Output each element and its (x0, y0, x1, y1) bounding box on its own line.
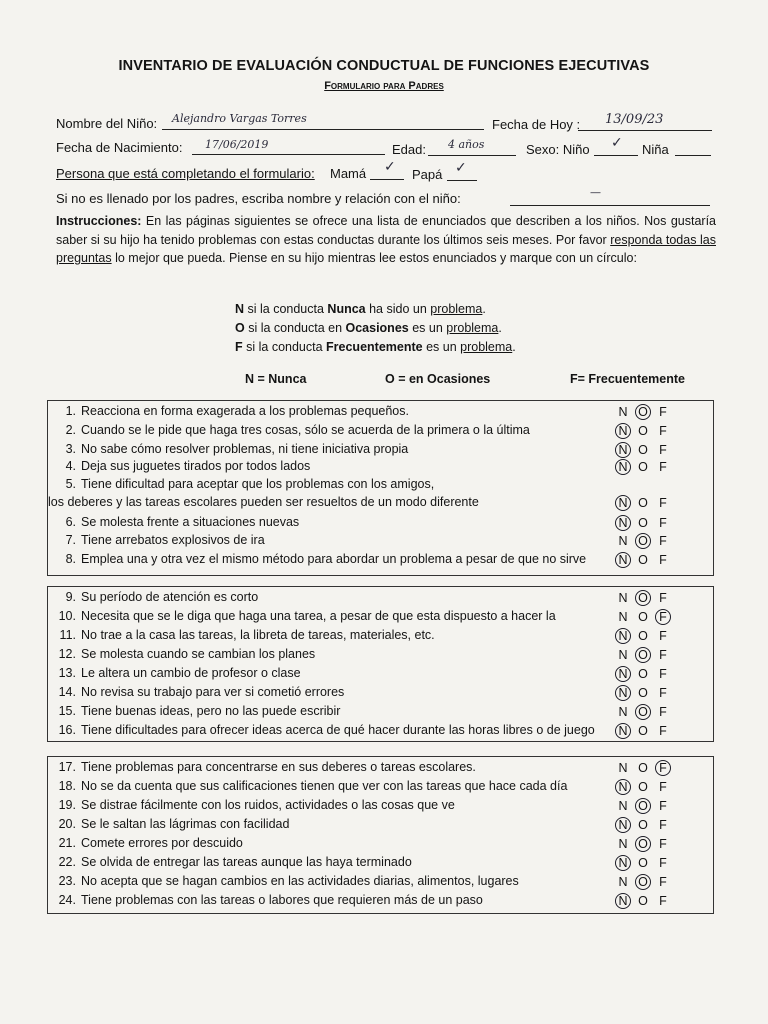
answer-option-n[interactable]: N (618, 799, 628, 813)
question-item (48, 442, 408, 456)
answer-options (615, 647, 675, 665)
answer-option-f[interactable]: F (659, 516, 667, 530)
legend-text: si la conducta (242, 340, 327, 354)
today-label: Fecha de Hoy : (492, 117, 581, 132)
question-text: Su período de atención es corto (81, 590, 259, 604)
sex-label: Sexo: Niño (526, 142, 590, 157)
question-number: 18. (58, 779, 76, 793)
question-text: Se molesta cuando se cambian los planes (81, 647, 316, 661)
question-number: 8. (65, 552, 76, 566)
instructions-part2: lo mejor que pueda. Piense en su hijo mientras lee estos enunciados y marque con un círculo: (111, 251, 637, 265)
answer-option-n[interactable]: N (615, 552, 631, 568)
instructions-label: Instrucciones: (56, 214, 142, 228)
answer-option-o[interactable]: O (635, 404, 651, 420)
legend-letter: O (235, 321, 245, 335)
answer-options (615, 590, 675, 608)
question-text: Se distrae fácilmente con los ruidos, actividades o las cosas que ve (81, 798, 455, 812)
question-item (48, 855, 412, 869)
question-number: 5. (65, 477, 76, 491)
answer-option-f[interactable]: F (659, 629, 667, 643)
not-parents-line (510, 205, 710, 206)
question-item (48, 874, 519, 888)
question-number: 17. (58, 760, 76, 774)
answer-options (615, 685, 675, 703)
instructions-underlined: responda todas las preguntas (56, 232, 716, 265)
question-text: No se da cuenta que sus calificaciones tienen que ver con las tareas que hace cada día (81, 779, 568, 793)
answer-option-o[interactable]: O (638, 818, 648, 832)
answer-option-f[interactable]: F (655, 609, 671, 625)
answer-option-n[interactable]: N (615, 817, 631, 833)
question-item (48, 685, 344, 699)
child-name-label: Nombre del Niño: (56, 116, 158, 131)
not-parents-label: Si no es llenado por los padres, escriba nombre y relación con el niño: (56, 191, 461, 206)
question-number: 6. (65, 515, 76, 529)
answer-options (615, 760, 675, 778)
legend-line (235, 340, 516, 354)
instructions-part1: En las páginas siguientes se ofrece una lista de enunciados que describen a los niños. Nos gustaría saber si su hijo ha tenido problemas con estas conductas durante los últimos seis meses. Por favor (56, 214, 716, 247)
legend-problem: problema (460, 340, 513, 354)
question-group (47, 756, 714, 914)
answer-option-f[interactable]: F (659, 724, 667, 738)
answer-option-f[interactable]: F (659, 875, 667, 889)
legend-end: . (498, 321, 502, 335)
birth-label: Fecha de Nacimiento: (56, 140, 183, 155)
answer-option-f[interactable]: F (659, 705, 667, 719)
question-text: No revisa su trabajo para ver si cometió errores (81, 685, 345, 699)
answer-option-n[interactable]: N (618, 591, 628, 605)
mom-label: Mamá (330, 166, 367, 181)
question-item (48, 704, 340, 718)
child-name-line (162, 129, 484, 130)
answer-option-o[interactable]: O (635, 704, 651, 720)
question-number: 22. (58, 855, 76, 869)
answer-option-n[interactable]: N (615, 893, 631, 909)
answer-option-o[interactable]: O (638, 761, 648, 775)
question-item (48, 779, 567, 793)
question-item (48, 515, 299, 529)
legend-text: es un (408, 321, 447, 335)
question-item (48, 423, 530, 437)
question-text: Le altera un cambio de profesor o clase (81, 666, 301, 680)
answer-option-f[interactable]: F (659, 534, 667, 548)
question-number: 10. (58, 609, 76, 623)
birth-value[interactable]: 17/06/2019 (205, 138, 269, 151)
mom-checkmark[interactable]: ✓ (384, 158, 396, 174)
legend-text: es un (422, 340, 461, 354)
question-text: Emplea una y otra vez el mismo método para abordar un problema a pesar de que no sirve (81, 552, 587, 566)
mom-line (370, 179, 404, 180)
today-value[interactable]: 13/09/23 (605, 112, 664, 127)
legend-letter: N (235, 302, 245, 316)
question-text: Necesita que se le diga que haga una tarea, a pesar de que esta dispuesto a hacer la (81, 609, 556, 623)
answer-option-o[interactable]: O (635, 836, 651, 852)
key-never: N = Nunca (245, 372, 307, 386)
question-item (48, 459, 310, 473)
question-item (48, 836, 243, 850)
answer-option-o[interactable]: O (635, 647, 651, 663)
sex-girl-line (675, 155, 711, 156)
answer-option-f[interactable]: F (659, 837, 667, 851)
answer-option-n[interactable]: N (615, 723, 631, 739)
question-text: Reacciona en forma exagerada a los problemas pequeños. (81, 404, 409, 418)
question-group (47, 400, 714, 576)
legend-text: si la conducta en (244, 321, 346, 335)
answer-option-n[interactable]: N (618, 405, 628, 419)
answer-option-o[interactable]: O (638, 516, 648, 530)
question-text: No acepta que se hagan cambios en las actividades diarias, alimentos, lugares (81, 874, 519, 888)
answer-option-o[interactable]: O (638, 686, 648, 700)
answer-option-n[interactable]: N (615, 628, 631, 644)
question-item (48, 893, 483, 907)
question-text: Deja sus juguetes tirados por todos lados (81, 459, 311, 473)
today-line (578, 130, 712, 131)
question-text: No sabe cómo resolver problemas, ni tiene iniciativa propia (81, 442, 409, 456)
key-frequent: F= Frecuentemente (570, 372, 685, 386)
answer-option-o[interactable]: O (638, 443, 648, 457)
answer-option-f[interactable]: F (659, 424, 667, 438)
question-number: 1. (65, 404, 76, 418)
answer-option-n[interactable]: N (615, 779, 631, 795)
answer-options (615, 609, 675, 627)
question-item (48, 477, 434, 491)
answer-option-f[interactable]: F (655, 760, 671, 776)
answer-options (615, 442, 675, 460)
answer-option-n[interactable]: N (618, 610, 628, 624)
legend-text: ha sido un (365, 302, 431, 316)
legend-end: . (482, 302, 486, 316)
answer-option-f[interactable]: F (659, 856, 667, 870)
question-item (48, 609, 556, 623)
answer-option-f[interactable]: F (659, 799, 667, 813)
question-number: 23. (58, 874, 76, 888)
question-item (48, 760, 476, 774)
dad-checkmark[interactable]: ✓ (455, 159, 467, 175)
question-text: Cuando se le pide que haga tres cosas, sólo se acuerda de la primera o la última (81, 423, 530, 437)
question-text: Tiene dificultades para ofrecer ideas acerca de qué hacer durante las horas libres o de juego (81, 723, 595, 737)
question-item (48, 404, 409, 418)
question-item (48, 817, 289, 831)
legend-word: Frecuentemente (326, 340, 423, 354)
answer-option-o[interactable]: O (638, 424, 648, 438)
age-label: Edad: (392, 142, 426, 157)
question-number: 16. (58, 723, 76, 737)
legend-word: Ocasiones (345, 321, 409, 335)
sex-boy-line (594, 155, 638, 156)
answer-option-n[interactable]: N (615, 666, 631, 682)
answer-option-o[interactable]: O (638, 460, 648, 474)
not-parents-value[interactable]: — (590, 186, 601, 199)
question-number: 4. (65, 459, 76, 473)
answer-options (615, 666, 675, 684)
question-text: Tiene buenas ideas, pero no las puede escribir (81, 704, 341, 718)
answer-options (615, 704, 675, 722)
answer-option-f[interactable]: F (659, 894, 667, 908)
question-group (47, 586, 714, 742)
form-title: INVENTARIO DE EVALUACIÓN CONDUCTUAL DE FUNCIONES EJECUTIVAS (118, 58, 650, 74)
question-number: 12. (58, 647, 76, 661)
question-text: Comete errores por descuido (81, 836, 243, 850)
question-text: Tiene dificultad para aceptar que los problemas con los amigos, (81, 477, 435, 491)
instructions (56, 212, 716, 268)
question-item (48, 723, 595, 737)
answer-option-n[interactable]: N (615, 515, 631, 531)
answer-option-n[interactable]: N (618, 534, 628, 548)
answer-option-n[interactable]: N (618, 648, 628, 662)
question-number: 15. (58, 704, 76, 718)
question-text: Tiene problemas para concentrarse en sus deberes o tareas escolares. (81, 760, 476, 774)
answer-option-o[interactable]: O (638, 856, 648, 870)
question-number: 24. (58, 893, 76, 907)
answer-option-f[interactable]: F (659, 686, 667, 700)
answer-options (615, 404, 675, 422)
answer-option-o[interactable]: O (638, 496, 648, 510)
question-number: 2. (65, 423, 76, 437)
legend-problem: problema (430, 302, 483, 316)
child-name-value[interactable]: Alejandro Vargas Torres (172, 112, 307, 125)
key-occasional: O = en Ocasiones (385, 372, 491, 386)
answer-option-f[interactable]: F (659, 780, 667, 794)
answer-options (615, 628, 675, 646)
answer-option-o[interactable]: O (635, 874, 651, 890)
birth-line (192, 154, 385, 155)
answer-option-f[interactable]: F (659, 405, 667, 419)
answer-option-o[interactable]: O (638, 667, 648, 681)
question-item (48, 798, 455, 812)
answer-options (615, 552, 675, 570)
question-text: Tiene problemas con las tareas o labores que requieren más de un paso (81, 893, 483, 907)
answer-options (615, 836, 675, 854)
question-item (48, 552, 586, 566)
age-line (428, 155, 516, 156)
answer-option-n[interactable]: N (618, 761, 628, 775)
answer-option-f[interactable]: F (659, 667, 667, 681)
answer-option-n[interactable]: N (618, 875, 628, 889)
question-item (48, 628, 435, 642)
question-number: 9. (65, 590, 76, 604)
question-number: 19. (58, 798, 76, 812)
answer-option-n[interactable]: N (618, 837, 628, 851)
answer-options (615, 779, 675, 797)
question-number: 20. (58, 817, 76, 831)
question-item (48, 666, 301, 680)
answer-options (615, 459, 675, 477)
answer-options (615, 515, 675, 533)
legend-problem: problema (446, 321, 499, 335)
answer-option-f[interactable]: F (659, 443, 667, 457)
answer-option-o[interactable]: O (638, 724, 648, 738)
form-subtitle: Formulario para Padres (324, 80, 444, 92)
dad-line (447, 180, 477, 181)
question-number: 11. (59, 628, 76, 642)
sex-boy-checkmark[interactable]: ✓ (611, 134, 623, 150)
answer-options (615, 723, 675, 741)
question-number: 7. (65, 533, 76, 547)
answer-options (615, 533, 675, 551)
answer-option-o[interactable]: O (638, 894, 648, 908)
answer-option-o[interactable]: O (638, 610, 648, 624)
answer-option-o[interactable]: O (635, 798, 651, 814)
question-item (48, 533, 265, 547)
answer-options (615, 495, 675, 513)
legend-end: . (512, 340, 516, 354)
answer-option-f[interactable]: F (659, 648, 667, 662)
answer-option-o[interactable]: O (638, 780, 648, 794)
answer-options (615, 817, 675, 835)
answer-option-n[interactable]: N (615, 423, 631, 439)
answer-option-o[interactable]: O (635, 590, 651, 606)
answer-option-f[interactable]: F (659, 496, 667, 510)
answer-options (615, 855, 675, 873)
answer-option-n[interactable]: N (615, 685, 631, 701)
answer-option-f[interactable]: F (659, 460, 667, 474)
answer-option-n[interactable]: N (615, 459, 631, 475)
question-text: Se molesta frente a situaciones nuevas (81, 515, 300, 529)
answer-option-n[interactable]: N (615, 495, 631, 511)
answer-option-o[interactable]: O (635, 533, 651, 549)
question-number: 14. (58, 685, 76, 699)
question-item (48, 647, 315, 661)
question-number: 13. (58, 666, 76, 680)
person-label: Persona que está completando el formulario: (56, 166, 315, 181)
legend-word: Nunca (327, 302, 366, 316)
question-number: 3. (65, 442, 76, 456)
answer-option-f[interactable]: F (659, 818, 667, 832)
legend-text: si la conducta (244, 302, 328, 316)
question-text: Se le saltan las lágrimas con facilidad (81, 817, 290, 831)
answer-option-o[interactable]: O (638, 553, 648, 567)
answer-option-o[interactable]: O (638, 629, 648, 643)
answer-option-n[interactable]: N (615, 442, 631, 458)
legend-line (235, 321, 502, 335)
legend-line (235, 302, 486, 316)
answer-options (615, 893, 675, 911)
question-text: Tiene arrebatos explosivos de ira (81, 533, 265, 547)
answer-option-f[interactable]: F (659, 553, 667, 567)
question-text-continued: los deberes y las tareas escolares pueden ser resueltos de un modo diferente (48, 495, 479, 509)
sex-girl-label: Niña (642, 142, 669, 157)
answer-option-f[interactable]: F (659, 591, 667, 605)
answer-option-n[interactable]: N (618, 705, 628, 719)
dad-label: Papá (412, 167, 443, 182)
age-value[interactable]: 4 años (448, 138, 485, 151)
question-number: 21. (58, 836, 76, 850)
answer-options (615, 798, 675, 816)
legend-letter: F (235, 340, 243, 354)
answer-options (615, 423, 675, 441)
question-text: No trae a la casa las tareas, la libreta de tareas, materiales, etc. (81, 628, 435, 642)
answer-options (615, 874, 675, 892)
answer-option-n[interactable]: N (615, 855, 631, 871)
question-text: Se olvida de entregar las tareas aunque las haya terminado (81, 855, 412, 869)
question-item (48, 590, 258, 604)
